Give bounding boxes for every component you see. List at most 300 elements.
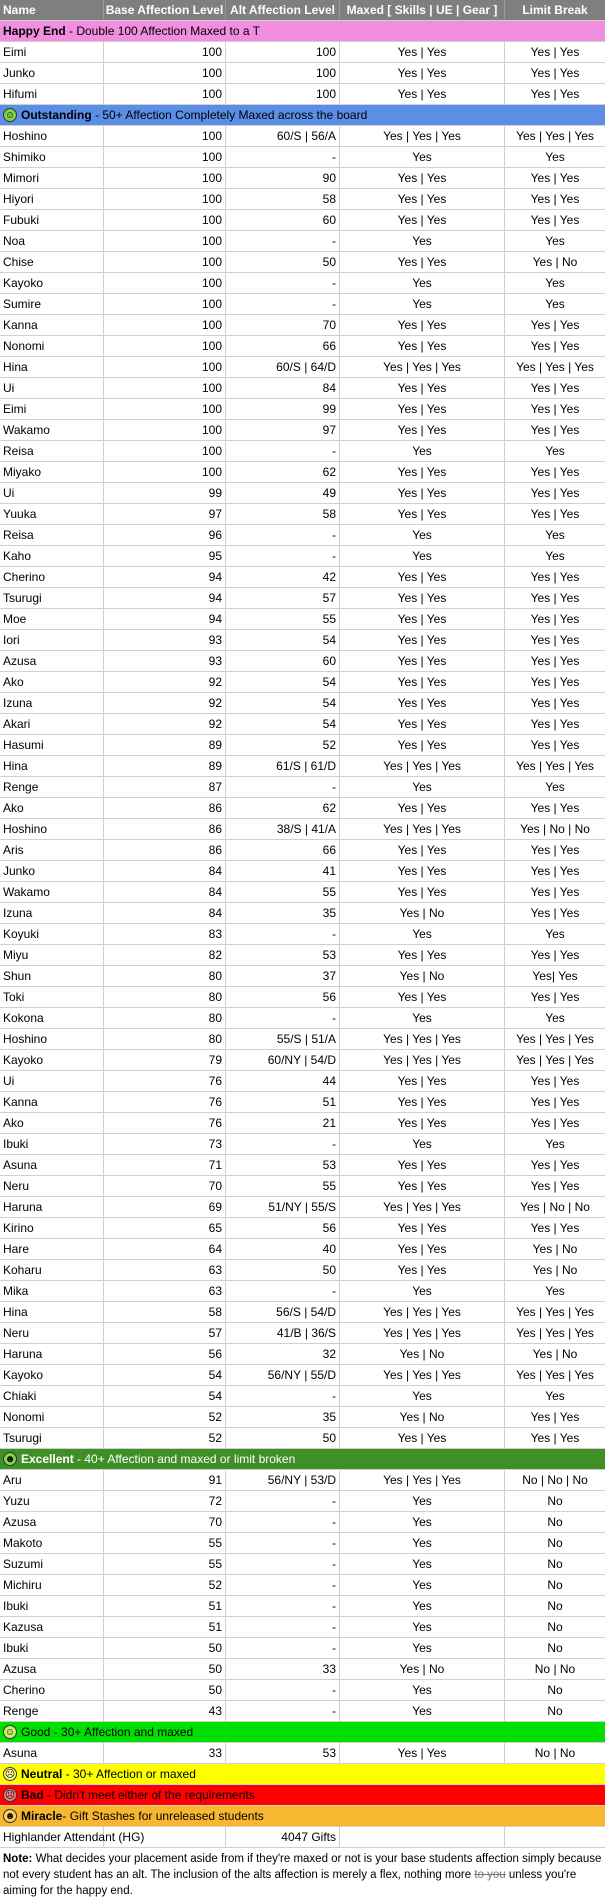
cell-maxed[interactable]: Yes | No [340,966,505,986]
cell-name[interactable]: Haruna [0,1344,104,1364]
cell-limit-break[interactable]: Yes | Yes [530,66,580,80]
cell-alt-affection[interactable]: 37 [226,966,340,986]
cell-base-affection[interactable]: 97 [104,504,226,524]
cell-alt-affection[interactable]: 35 [226,903,340,923]
cell-limit-break[interactable]: Yes | Yes [530,339,580,353]
cell-alt-affection[interactable]: - [226,1281,340,1301]
cell-maxed[interactable]: Yes [340,1134,505,1154]
cell-alt-affection[interactable]: - [226,231,340,251]
cell-name[interactable]: Miyako [0,462,104,482]
cell-name[interactable]: Tsurugi [0,588,104,608]
cell-limit-break[interactable]: Yes | Yes [530,696,580,710]
cell-base-affection[interactable]: 89 [104,735,226,755]
cell-name[interactable]: Eimi [0,399,104,419]
cell-limit-break[interactable]: No [547,1578,563,1592]
cell-base-affection[interactable]: 57 [104,1323,226,1343]
cell-base-affection[interactable]: 52 [104,1575,226,1595]
cell-name[interactable]: Hina [0,357,104,377]
cell-maxed[interactable]: Yes | Yes [340,1239,505,1259]
cell-base-affection[interactable]: 54 [104,1365,226,1385]
cell-base-affection[interactable]: 100 [104,84,226,104]
cell-limit-break[interactable]: Yes | No [532,1263,578,1277]
cell-maxed[interactable]: Yes [340,1533,505,1553]
cell-name[interactable]: Hina [0,1302,104,1322]
cell-limit-break[interactable]: No [547,1641,563,1655]
cell-name[interactable]: Izuna [0,903,104,923]
cell-limit-break[interactable]: No | No [534,1746,576,1760]
cell-name[interactable]: Hina [0,756,104,776]
cell-base-affection[interactable]: 50 [104,1659,226,1679]
cell-name[interactable]: Chiaki [0,1386,104,1406]
cell-limit-break[interactable]: Yes | Yes [530,1116,580,1130]
cell-maxed[interactable]: Yes | Yes [340,1092,505,1112]
cell-name[interactable]: Hoshino [0,819,104,839]
cell-base-affection[interactable]: 86 [104,798,226,818]
cell-maxed[interactable]: Yes | Yes [340,1218,505,1238]
cell-base-affection[interactable]: 89 [104,756,226,776]
cell-base-affection[interactable]: 79 [104,1050,226,1070]
cell-alt-affection[interactable]: - [226,1533,340,1553]
cell-limit-break[interactable]: Yes | Yes | Yes [516,759,594,773]
cell-base-affection[interactable]: 92 [104,672,226,692]
cell-name[interactable]: Koharu [0,1260,104,1280]
cell-maxed[interactable]: Yes | Yes [340,693,505,713]
cell-alt-affection[interactable]: 51/NY | 55/S [226,1197,340,1217]
cell-limit-break[interactable]: Yes | Yes [530,1410,580,1424]
cell-maxed[interactable]: Yes | Yes [340,567,505,587]
cell-base-affection[interactable]: 80 [104,966,226,986]
cell-base-affection[interactable]: 100 [104,126,226,146]
cell-base-affection[interactable]: 72 [104,1491,226,1511]
cell-limit-break[interactable]: Yes | Yes | Yes [516,1326,594,1340]
cell-name[interactable]: Kaho [0,546,104,566]
cell-base-affection[interactable]: 86 [104,840,226,860]
cell-limit-break[interactable]: Yes [545,444,565,458]
cell-limit-break[interactable]: Yes [545,780,565,794]
cell-base-affection[interactable]: 100 [104,252,226,272]
cell-base-affection[interactable]: 86 [104,819,226,839]
cell-base-affection[interactable]: 100 [104,378,226,398]
cell-maxed[interactable]: Yes | Yes | Yes [340,819,505,839]
cell-maxed[interactable]: Yes [340,441,505,461]
cell-alt-affection[interactable]: - [226,924,340,944]
cell-base-affection[interactable]: 51 [104,1596,226,1616]
cell-name[interactable]: Mika [0,1281,104,1301]
cell-name[interactable]: Moe [0,609,104,629]
cell-limit-break[interactable]: Yes | No [532,1242,578,1256]
cell-base-affection[interactable]: 92 [104,693,226,713]
cell-alt-affection[interactable]: 62 [226,798,340,818]
cell-name[interactable]: Miyu [0,945,104,965]
cell-limit-break[interactable]: Yes [545,276,565,290]
col-header-name[interactable]: Name [0,0,104,20]
cell-name[interactable]: Fubuki [0,210,104,230]
cell-limit-break[interactable]: Yes | Yes [530,717,580,731]
cell-name[interactable]: Hare [0,1239,104,1259]
cell-alt-affection[interactable]: 35 [226,1407,340,1427]
cell-base-affection[interactable]: 80 [104,987,226,1007]
cell-limit-break[interactable]: No | No [534,1662,576,1676]
cell-limit-break[interactable]: No [547,1494,563,1508]
cell-base-affection[interactable]: 80 [104,1008,226,1028]
cell-maxed[interactable]: Yes | No [340,1344,505,1364]
cell-maxed[interactable]: Yes | Yes [340,1743,505,1763]
cell-alt-affection[interactable]: 50 [226,1260,340,1280]
cell-base-affection[interactable]: 52 [104,1407,226,1427]
cell-limit-break[interactable]: Yes | Yes [530,1158,580,1172]
cell-base-affection[interactable]: 76 [104,1071,226,1091]
cell-base-affection[interactable]: 100 [104,147,226,167]
cell-base-affection[interactable]: 84 [104,903,226,923]
cell-name[interactable]: Cherino [0,567,104,587]
cell-alt-affection[interactable]: - [226,273,340,293]
cell-alt-affection[interactable]: 54 [226,672,340,692]
cell-base-affection[interactable]: 83 [104,924,226,944]
cell-name[interactable]: Chise [0,252,104,272]
cell-base-affection[interactable]: 54 [104,1386,226,1406]
cell-alt-affection[interactable]: - [226,1554,340,1574]
cell-limit-break[interactable]: Yes| Yes [532,969,578,983]
cell-base-affection[interactable]: 92 [104,714,226,734]
cell-alt-affection[interactable]: 90 [226,168,340,188]
cell-limit-break[interactable]: Yes | Yes | Yes [516,360,594,374]
cell-base-affection[interactable]: 94 [104,588,226,608]
cell-limit-break[interactable]: Yes | Yes [530,423,580,437]
cell-base-affection[interactable]: 50 [104,1680,226,1700]
cell-limit-break[interactable]: Yes | No [532,255,578,269]
cell-maxed[interactable]: Yes | Yes [340,714,505,734]
cell-alt-affection[interactable]: 66 [226,840,340,860]
cell-base-affection[interactable]: 100 [104,399,226,419]
cell-base-affection[interactable]: 96 [104,525,226,545]
cell-base-affection[interactable]: 56 [104,1344,226,1364]
cell-base-affection[interactable]: 93 [104,651,226,671]
cell-alt-affection[interactable]: 55 [226,1176,340,1196]
cell-maxed[interactable]: Yes | Yes | Yes [340,1302,505,1322]
cell-name[interactable]: Koyuki [0,924,104,944]
cell-maxed[interactable]: Yes [340,147,505,167]
cell-maxed[interactable]: Yes [340,1491,505,1511]
cell-alt-affection[interactable]: 50 [226,252,340,272]
cell-base-affection[interactable]: 100 [104,462,226,482]
cell-base-affection[interactable]: 100 [104,420,226,440]
cell-maxed[interactable]: Yes | Yes [340,1176,505,1196]
cell-name[interactable]: Mimori [0,168,104,188]
cell-base-affection[interactable]: 100 [104,189,226,209]
cell-limit-break[interactable]: Yes [545,1389,565,1403]
cell-maxed[interactable]: Yes [340,1617,505,1637]
cell-alt-affection[interactable]: 55 [226,882,340,902]
cell-alt-affection[interactable]: 62 [226,462,340,482]
cell-maxed[interactable]: Yes | Yes [340,609,505,629]
cell-name[interactable]: Neru [0,1176,104,1196]
cell-name[interactable]: Noa [0,231,104,251]
cell-base-affection[interactable]: 70 [104,1176,226,1196]
cell-alt-affection[interactable]: 57 [226,588,340,608]
cell-base-affection[interactable]: 58 [104,1302,226,1322]
cell-name[interactable]: Hifumi [0,84,104,104]
cell-alt-affection[interactable]: - [226,1596,340,1616]
cell-limit-break[interactable]: Yes | Yes [530,213,580,227]
cell-alt-affection[interactable]: - [226,1638,340,1658]
cell-alt-affection[interactable]: - [226,1134,340,1154]
cell-maxed[interactable]: Yes [340,1386,505,1406]
cell-limit-break[interactable]: Yes | Yes [530,675,580,689]
cell-name[interactable]: Kirino [0,1218,104,1238]
cell-base-affection[interactable]: 52 [104,1428,226,1448]
cell-alt-affection[interactable]: 21 [226,1113,340,1133]
cell-alt-affection[interactable]: 60 [226,210,340,230]
cell-maxed[interactable]: Yes | Yes [340,336,505,356]
cell-maxed[interactable]: Yes | No [340,903,505,923]
cell-base-affection[interactable]: 100 [104,63,226,83]
cell-alt-affection[interactable]: 51 [226,1092,340,1112]
cell-name[interactable]: Hoshino [0,1029,104,1049]
cell-maxed[interactable]: Yes [340,1638,505,1658]
cell-name[interactable]: Nonomi [0,336,104,356]
cell-name[interactable]: Hoshino [0,126,104,146]
cell-alt-affection[interactable]: - [226,147,340,167]
cell-alt-affection[interactable]: - [226,1512,340,1532]
cell-maxed[interactable]: Yes | Yes [340,861,505,881]
cell-maxed[interactable]: Yes [340,1575,505,1595]
cell-name[interactable]: Asuna [0,1743,104,1763]
cell-base-affection[interactable]: 100 [104,168,226,188]
cell-base-affection[interactable]: 100 [104,357,226,377]
cell-maxed[interactable]: Yes | Yes [340,1428,505,1448]
cell-name[interactable]: Izuna [0,693,104,713]
cell-maxed[interactable]: Yes [340,777,505,797]
cell-alt-affection[interactable]: 60/S | 64/D [226,357,340,377]
cell-alt-affection[interactable]: 41/B | 36/S [226,1323,340,1343]
cell-alt-affection[interactable]: 70 [226,315,340,335]
cell-maxed[interactable]: Yes | Yes [340,252,505,272]
cell-base-affection[interactable]: 84 [104,861,226,881]
cell-maxed[interactable]: Yes | Yes [340,504,505,524]
cell-alt-affection[interactable]: 56/S | 54/D [226,1302,340,1322]
cell-maxed[interactable]: Yes | Yes [340,672,505,692]
cell-name[interactable]: Hasumi [0,735,104,755]
cell-name[interactable]: Iori [0,630,104,650]
cell-name[interactable]: Kayoko [0,273,104,293]
cell-maxed[interactable]: Yes | Yes [340,399,505,419]
cell-base-affection[interactable]: 55 [104,1533,226,1553]
cell-limit-break[interactable]: Yes | Yes [530,171,580,185]
cell-limit-break[interactable]: Yes | Yes | Yes [516,1305,594,1319]
cell-alt-affection[interactable]: 61/S | 61/D [226,756,340,776]
cell-maxed[interactable]: Yes | Yes [340,315,505,335]
cell-name[interactable]: Akari [0,714,104,734]
cell-base-affection[interactable]: 91 [104,1470,226,1490]
cell-alt-affection[interactable]: - [226,1008,340,1028]
cell-limit-break[interactable]: Yes | Yes [530,318,580,332]
cell-base-affection[interactable]: 100 [104,42,226,62]
cell-limit-break[interactable]: Yes | Yes [530,906,580,920]
cell-alt-affection[interactable]: 53 [226,1155,340,1175]
cell-maxed[interactable]: Yes | Yes | Yes [340,1365,505,1385]
cell-limit-break[interactable]: Yes | Yes [530,948,580,962]
cell-base-affection[interactable]: 94 [104,567,226,587]
cell-limit-break[interactable]: Yes | Yes [530,465,580,479]
cell-name[interactable]: Azusa [0,1659,104,1679]
cell-base-affection[interactable]: 63 [104,1260,226,1280]
cell-name[interactable]: Ui [0,378,104,398]
cell-base-affection[interactable]: 94 [104,609,226,629]
cell-base-affection[interactable]: 100 [104,336,226,356]
cell-limit-break[interactable]: Yes [545,234,565,248]
cell-limit-break[interactable]: No | No | No [522,1473,588,1487]
cell-alt-affection[interactable]: 40 [226,1239,340,1259]
cell-base-affection[interactable]: 73 [104,1134,226,1154]
cell-alt-affection[interactable]: 54 [226,714,340,734]
cell-name[interactable]: Ako [0,1113,104,1133]
cell-name[interactable]: Wakamo [0,420,104,440]
cell-name[interactable]: Yuzu [0,1491,104,1511]
cell-maxed[interactable]: Yes | Yes [340,483,505,503]
cell-alt-affection[interactable]: - [226,1680,340,1700]
cell-alt-affection[interactable]: 42 [226,567,340,587]
cell-limit-break[interactable]: Yes | Yes [530,507,580,521]
cell-name[interactable]: Hiyori [0,189,104,209]
cell-maxed[interactable]: Yes | Yes [340,1071,505,1091]
cell-alt-affection[interactable]: 54 [226,630,340,650]
cell-limit-break[interactable]: Yes | Yes | Yes [516,1368,594,1382]
cell-maxed[interactable]: Yes | Yes | Yes [340,1029,505,1049]
cell-alt-affection[interactable]: - [226,525,340,545]
cell-name[interactable]: Haruna [0,1197,104,1217]
cell-maxed[interactable]: Yes | Yes [340,945,505,965]
cell-maxed[interactable]: Yes | Yes [340,987,505,1007]
cell-name[interactable]: Sumire [0,294,104,314]
col-header-maxed[interactable]: Maxed [ Skills | UE | Gear ] [340,0,505,20]
cell-limit-break[interactable]: Yes [545,1284,565,1298]
cell-limit-break[interactable]: Yes | Yes [530,486,580,500]
cell-name[interactable]: Kokona [0,1008,104,1028]
cell-limit-break[interactable]: No [547,1704,563,1718]
cell-alt-affection[interactable]: - [226,441,340,461]
cell-name[interactable]: Azusa [0,651,104,671]
cell-base-affection[interactable]: 33 [104,1743,226,1763]
cell-alt-affection[interactable]: 56/NY | 53/D [226,1470,340,1490]
cell-maxed[interactable]: Yes | Yes [340,63,505,83]
cell-name[interactable]: Renge [0,1701,104,1721]
cell-maxed[interactable]: Yes [340,1008,505,1028]
cell-name[interactable]: Cherino [0,1680,104,1700]
cell-maxed[interactable]: Yes | Yes | Yes [340,126,505,146]
cell-base-affection[interactable]: 87 [104,777,226,797]
cell-maxed[interactable]: Yes [340,924,505,944]
cell-name[interactable]: Kanna [0,1092,104,1112]
cell-name[interactable]: Shun [0,966,104,986]
cell-maxed[interactable]: Yes | Yes [340,378,505,398]
cell-name[interactable]: Ibuki [0,1596,104,1616]
cell-limit-break[interactable]: No [547,1536,563,1550]
cell-name[interactable]: Kanna [0,315,104,335]
cell-limit-break[interactable]: Yes | No [532,1347,578,1361]
cell-maxed[interactable]: Yes | Yes [340,462,505,482]
cell-alt-affection[interactable]: 32 [226,1344,340,1364]
cell-alt-affection[interactable]: 58 [226,189,340,209]
cell-alt-affection[interactable]: - [226,1491,340,1511]
cell-limit-break[interactable]: No [547,1683,563,1697]
cell-limit-break[interactable]: Yes | Yes | Yes [516,1032,594,1046]
cell-maxed[interactable]: Yes [340,231,505,251]
cell-limit-break[interactable]: Yes [545,549,565,563]
cell-base-affection[interactable]: 100 [104,231,226,251]
cell-alt-affection[interactable]: 60/S | 56/A [226,126,340,146]
cell-alt-affection[interactable]: 60/NY | 54/D [226,1050,340,1070]
cell-maxed[interactable]: Yes | Yes [340,651,505,671]
cell-limit-break[interactable]: Yes | Yes [530,633,580,647]
cell-limit-break[interactable]: Yes [545,1011,565,1025]
cell-base-affection[interactable]: 100 [104,273,226,293]
cell-alt-affection[interactable]: 52 [226,735,340,755]
cell-limit-break[interactable]: Yes | Yes [530,381,580,395]
col-header-alt-affection[interactable]: Alt Affection Level [226,0,340,20]
cell-limit-break[interactable]: Yes | Yes | Yes [516,1053,594,1067]
cell-limit-break[interactable]: Yes [545,297,565,311]
cell-maxed[interactable]: Yes | Yes [340,630,505,650]
cell-limit-break[interactable]: No [547,1599,563,1613]
cell-alt-affection[interactable]: 100 [226,63,340,83]
cell-alt-affection[interactable]: 58 [226,504,340,524]
cell-name[interactable]: Ui [0,1071,104,1091]
cell-limit-break[interactable]: Yes | Yes [530,654,580,668]
cell-base-affection[interactable]: 93 [104,630,226,650]
cell-limit-break[interactable]: Yes | Yes [530,1221,580,1235]
cell-name[interactable]: Ui [0,483,104,503]
cell-alt-affection[interactable]: 66 [226,336,340,356]
cell-base-affection[interactable]: 51 [104,1617,226,1637]
cell-name[interactable]: Shimiko [0,147,104,167]
cell-alt-affection[interactable]: 44 [226,1071,340,1091]
cell-name[interactable]: Ibuki [0,1638,104,1658]
cell-limit-break[interactable]: No [547,1620,563,1634]
cell-name[interactable]: Reisa [0,525,104,545]
cell-base-affection[interactable]: 80 [104,1029,226,1049]
cell-maxed[interactable]: Yes [340,1512,505,1532]
cell-name[interactable]: Aris [0,840,104,860]
cell-limit-break[interactable]: Yes | Yes [530,570,580,584]
cell-limit-break[interactable]: Yes [545,927,565,941]
cell-name[interactable]: Suzumi [0,1554,104,1574]
cell-name[interactable]: Ibuki [0,1134,104,1154]
col-header-base-affection[interactable]: Base Affection Level [104,0,226,20]
cell-base-affection[interactable]: 71 [104,1155,226,1175]
cell-name[interactable]: Toki [0,987,104,1007]
cell-base-affection[interactable]: 50 [104,1638,226,1658]
cell-name[interactable]: Azusa [0,1512,104,1532]
cell-maxed[interactable]: Yes | Yes [340,84,505,104]
cell-name[interactable]: Highlander Attendant (HG) [0,1827,104,1847]
cell-base-affection[interactable]: 100 [104,441,226,461]
cell-limit-break[interactable]: Yes | Yes [530,87,580,101]
cell-base-affection[interactable]: 43 [104,1701,226,1721]
cell-limit-break[interactable]: Yes | Yes | Yes [516,129,594,143]
cell-base-affection[interactable]: 100 [104,294,226,314]
cell-alt-affection[interactable]: 56 [226,1218,340,1238]
cell-alt-affection[interactable]: 53 [226,945,340,965]
cell-alt-affection[interactable]: - [226,1575,340,1595]
cell-limit-break[interactable]: Yes | Yes [530,402,580,416]
cell-limit-break[interactable]: Yes [545,528,565,542]
cell-limit-break[interactable]: Yes | Yes [530,612,580,626]
cell-base-affection[interactable] [104,1827,226,1847]
cell-maxed[interactable]: Yes [340,273,505,293]
cell-maxed[interactable]: Yes | Yes [340,840,505,860]
cell-maxed[interactable]: Yes [340,1554,505,1574]
cell-name[interactable]: Reisa [0,441,104,461]
